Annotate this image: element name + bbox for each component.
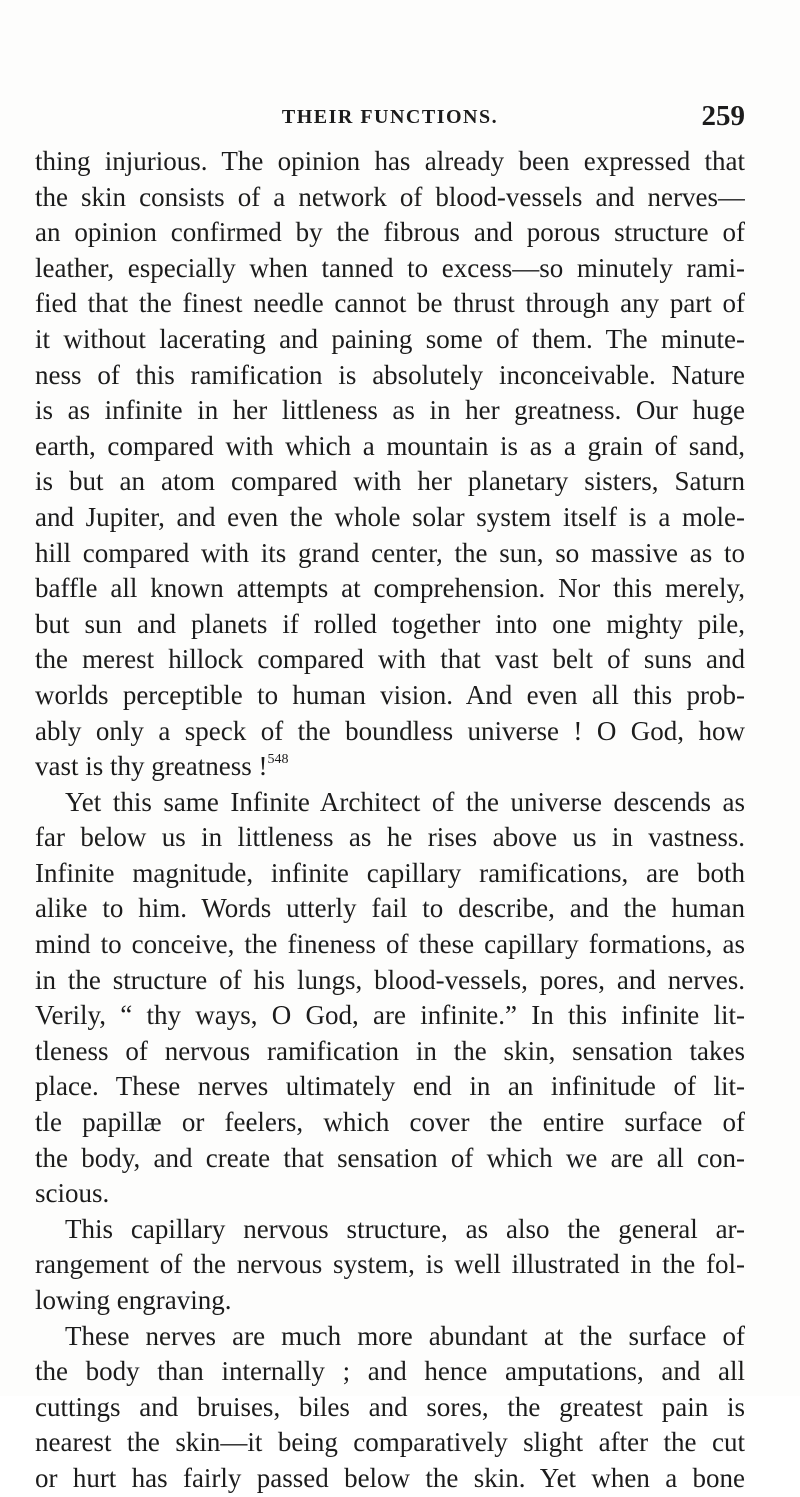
text-line: baffle all known attempts at comprehension. Nor this merely, [35,573,745,604]
text-line: nearest the skin—it being comparatively slight after the cut [35,1427,745,1458]
text-line: and Jupiter, and even the whole solar system itself is a mole- [35,501,745,532]
paragraph [35,1319,745,1497]
text-line: lowing engraving. [35,1285,232,1315]
text-line-content: vast is thy greatness ! [35,751,268,782]
page-number: 259 [701,100,745,132]
text-line: the body, and create that sensation of which we are all con- [35,1142,745,1173]
text-line: leather, especially when tanned to excess—so minutely rami- [35,252,745,283]
body-text [35,144,745,1497]
paragraph [35,785,745,1212]
text-line: cuttings and bruises, biles and sores, the greatest pain is [35,1391,745,1422]
text-line [35,749,745,785]
text-line: Yet this same Infinite Architect of the universe descends as [65,786,745,817]
text-line: is as infinite in her littleness as in her greatness. Our huge [35,395,745,426]
text-line: or hurt has fairly passed below the skin. Yet when a bone [35,1462,745,1493]
text-line: it without lacerating and paining some of them. The minute- [35,323,745,354]
text-line: Verily, “ thy ways, O God, are infinite.” In this infinite lit- [35,1000,745,1031]
text-line: the body than internally ; and hence amputations, and all [35,1356,745,1387]
text-line: is but an atom compared with her planetary sisters, Saturn [35,466,745,497]
text-line: hill compared with its grand center, the sun, so massive as to [35,537,745,568]
text-line: place. These nerves ultimately end in an infinitude of lit- [35,1071,745,1102]
paragraph [35,1212,745,1319]
text-line: the merest hillock compared with that vast belt of suns and [35,644,745,675]
text-line: ably only a speck of the boundless universe ! O God, how [35,715,745,746]
text-line: mind to conceive, the fineness of these capillary formations, as [35,929,745,960]
text-line: tle papillæ or feelers, which cover the entire surface of [35,1107,745,1138]
footnote-reference: 548 [267,752,289,768]
text-line: earth, compared with which a mountain is as a grain of sand, [35,430,745,461]
text-line: in the structure of his lungs, blood-vessels, pores, and nerves. [35,964,745,995]
text-line: Infinite magnitude, infinite capillary ramifications, are both [35,857,745,888]
text-line: alike to him. Words utterly fail to describe, and the human [35,893,745,924]
text-line: fied that the finest needle cannot be thrust through any part of [35,288,745,319]
text-line: worlds perceptible to human vision. And even all this prob- [35,679,745,710]
text-line: ness of this ramification is absolutely inconceivable. Nature [35,359,745,390]
text-line: These nerves are much more abundant at the surface of [65,1320,745,1351]
text-line: This capillary nervous structure, as also the general ar- [65,1213,745,1244]
text-line: tleness of nervous ramification in the skin, sensation takes [35,1035,745,1066]
text-line: the skin consists of a network of blood-vessels and nerves— [35,181,745,212]
running-title: THEIR FUNCTIONS. [281,106,499,128]
text-line: rangement of the nervous system, is well illustrated in the fol- [35,1249,745,1280]
text-line: but sun and planets if rolled together into one mighty pile, [35,608,745,639]
text-line: an opinion confirmed by the fibrous and porous structure of [35,217,745,248]
running-head [35,100,745,140]
paragraph [35,144,745,785]
text-line: far below us in littleness as he rises above us in vastness. [35,822,745,853]
text-line: scious. [35,1178,110,1209]
text-line: thing injurious. The opinion has already been expressed that [35,146,745,176]
